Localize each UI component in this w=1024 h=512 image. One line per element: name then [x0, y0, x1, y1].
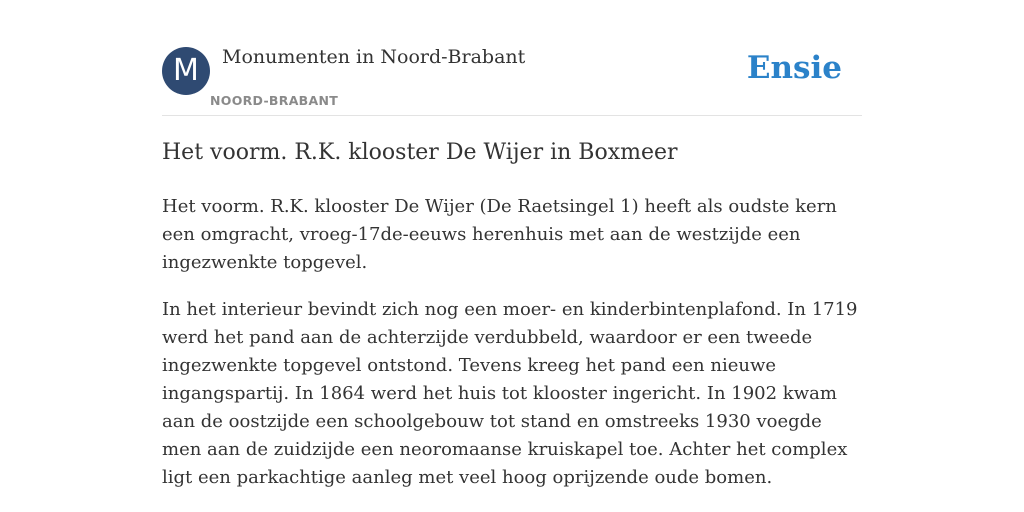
- collection-subtitle[interactable]: NOORD-BRABANT: [210, 93, 339, 108]
- article-paragraph: Het voorm. R.K. klooster De Wijer (De Raetsingel 1) heeft als oudste kern een omgracht, vroeg-17de-eeuws herenhuis met aan de westzijde een ingezwenkte topgevel.: [162, 196, 837, 273]
- page-header: [162, 46, 862, 116]
- article-title: Het voorm. R.K. klooster De Wijer in Boxmeer: [162, 140, 678, 165]
- brand-logo[interactable]: Ensie: [746, 50, 842, 86]
- article-paragraph: In het interieur bevindt zich nog een moer- en kinderbintenplafond. In 1719 werd het pand aan de achterzijde verdubbeld, waardoor er een tweede ingezwenkte topgevel ontstond. Tevens kreeg het pand een nieuwe ingangspartij. In 1864 werd het huis tot klooster ingericht. In 1902 kwam aan de oostzijde een schoolgebouw tot stand en omstreeks 1930 voegde men aan de zuidzijde een neoromaanse kruiskapel toe. Achter het complex ligt een parkachtige aanleg met veel hoog oprijzende oude bomen.: [162, 299, 858, 488]
- article-body: [162, 193, 862, 511]
- collection-title-link[interactable]: Monumenten in Noord-Brabant: [222, 46, 526, 68]
- header-divider: [162, 115, 862, 116]
- collection-avatar[interactable]: M: [162, 47, 210, 95]
